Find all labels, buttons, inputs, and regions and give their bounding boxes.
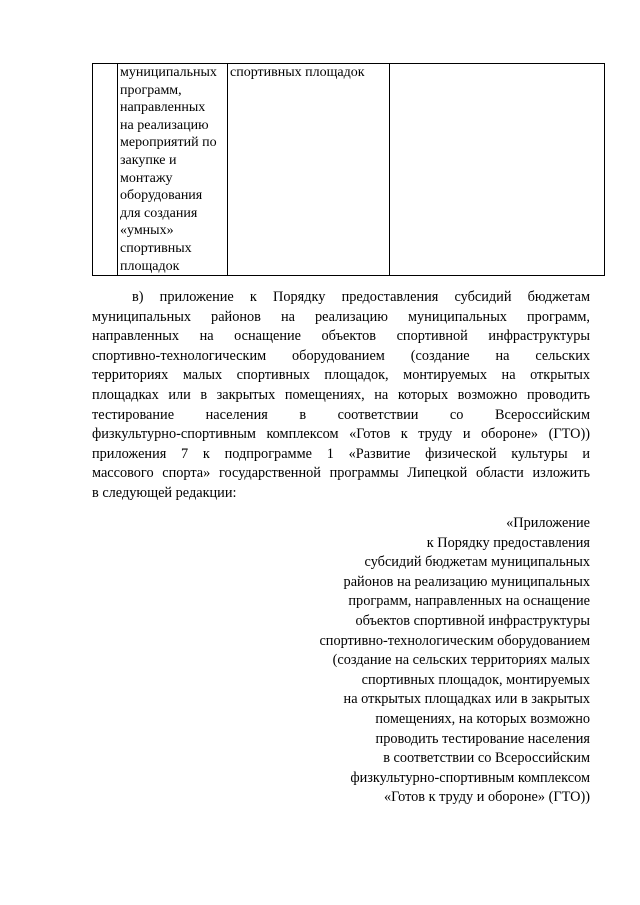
appendix-line: «Приложение [506,515,590,531]
appendix-line: спортивно-технологическим оборудованием [319,632,590,649]
appendix-line: спортивных площадок, монтируемых [361,671,590,688]
cell-line: направленных [120,100,206,116]
paragraph-line: в следующей редакции: [92,484,237,501]
appendix-line: в соответствии со Всероссийским [383,750,590,767]
table-cell-object: спортивных площадок [228,64,390,276]
appendix-heading [270,514,590,808]
appendix-line: помещениях, на которых возможно [375,710,590,727]
paragraph-line: спортивно-технологическим оборудованием (создание на сельских [92,347,590,364]
paragraph-line: приложения 7 к подпрограмме 1 «Развитие физической культуры и [92,445,590,462]
cell-line: мероприятий по [120,135,217,151]
cell-line: закупке и [120,152,177,168]
cell-line: на реализацию [120,117,209,133]
paragraph-line: муниципальных районов на реализацию муниципальных программ, [92,308,590,325]
appendix-line: (создание на сельских территориях малых [332,652,590,669]
paragraph-line: тестирование населения в соответствии со Всероссийским [92,406,590,423]
cell-line: оборудования [120,188,203,204]
table-cell-program [118,64,228,276]
appendix-line: на открытых площадках или в закрытых [343,691,590,708]
paragraph-line: в) приложение к Порядку предоставления субсидий бюджетам [132,289,590,305]
appendix-line: районов на реализацию муниципальных [343,573,590,590]
table-fragment [92,63,605,276]
appendix-line: физкультурно-спортивным комплексом [350,769,590,786]
cell-line: площадок [120,258,180,274]
appendix-line: субсидий бюджетам муниципальных [364,554,590,571]
cell-line: для создания [120,205,198,221]
appendix-line: проводить тестирование населения [375,730,590,747]
body-paragraph [92,288,590,504]
paragraph-line: площадках или в закрытых помещениях, на которых возможно проводить [92,386,590,403]
cell-line: «умных» [120,223,174,239]
cell-line: программ, [120,82,182,98]
table-cell-number [93,64,118,276]
paragraph-line: территориях малых спортивных площадок, монтируемых на открытых [92,367,590,384]
table-row [93,64,605,276]
paragraph-line: физкультурно-спортивным комплексом «Готов к труду и обороне» (ГТО)) [92,426,590,443]
cell-line: муниципальных [120,65,217,80]
appendix-line: программ, направленных на оснащение [348,593,590,610]
paragraph-line: направленных на оснащение объектов спортивной инфраструктуры [92,328,590,345]
paragraph-line: массового спорта» государственной программы Липецкой области изложить [92,465,590,482]
appendix-line: «Готов к труду и обороне» (ГТО)) [383,789,590,806]
cell-line: монтажу [120,170,173,186]
appendix-line: объектов спортивной инфраструктуры [355,612,590,629]
table-cell-empty [390,64,605,276]
appendix-line: к Порядку предоставления [426,534,590,551]
cell-line: спортивных [120,240,192,256]
